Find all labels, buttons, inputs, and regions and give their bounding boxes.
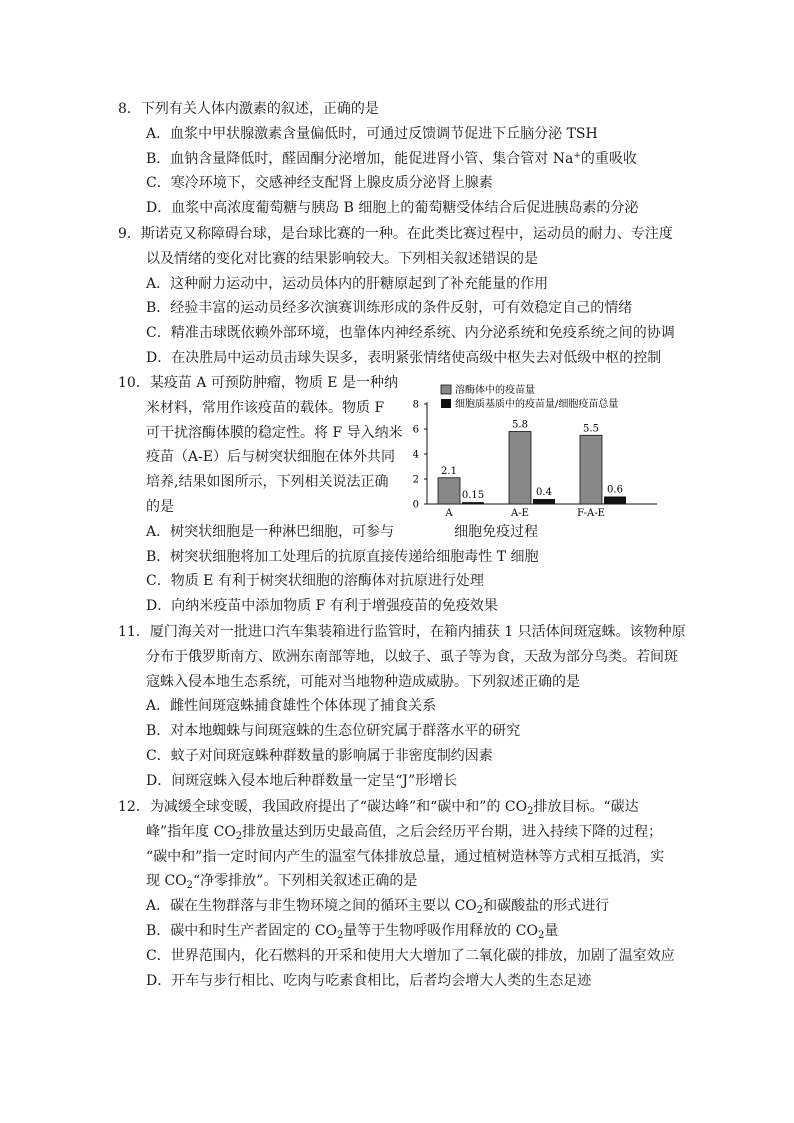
bar-value-label: 5.8	[512, 419, 528, 431]
option-b: B．对本地蜘蛛与间斑寇蛛的生态位研究属于群落水平的研究	[146, 723, 521, 740]
question-stem-text: 下列有关人体内激素的叙述，正确的是	[140, 101, 379, 117]
option-c: C．蚊子对间斑寇蛛种群数量的影响属于非密度制约因素	[146, 747, 493, 764]
legend-swatch-cytosol	[441, 399, 451, 408]
option-d: D．在决胜局中运动员击球失误多，表明紧张情绪使高级中枢失去对低级中枢的控制	[146, 349, 662, 366]
option-c: C．物质 E 有利于树突状细胞的溶酶体对抗原进行处理	[146, 573, 484, 590]
question-11-stem: 11．厦门海关对一批进口汽车集装箱进行监管时，在箱内捕获 1 只活体间斑寇蛛。该物种原	[118, 620, 688, 645]
option-d: D．间斑寇蛛入侵本地后种群数量一定呈“J”形增长	[146, 772, 458, 789]
bar-lysosome	[509, 432, 531, 505]
option-b: B．经验丰富的运动员经多次演赛训练形成的条件反射，可有效稳定自己的情绪	[146, 300, 633, 317]
question-number: 11．	[118, 624, 150, 640]
bar-value-label: 0.6	[607, 484, 623, 496]
question-8	[118, 97, 688, 221]
legend-swatch-lysosome	[441, 385, 451, 394]
question-10-stem: 10．某疫苗 A 可预防肿瘤，物质 E 是一种纳	[118, 371, 688, 396]
option-c: C．寒冷环境下，交感神经支配肾上腺皮质分泌肾上腺素	[146, 175, 493, 192]
bar-cytosol	[462, 502, 484, 504]
option-d: D．向纳米疫苗中添加物质 F 有利于增强疫苗的免疫效果	[146, 598, 498, 615]
question-9	[118, 222, 688, 371]
option-c: C．世界范围内，化石燃料的开采和使用大大增加了二氧化碳的排放，加剧了温室效应	[146, 947, 675, 964]
bar-value-label: 2.1	[441, 465, 457, 477]
legend-label-cytosol: 细胞质基质中的疫苗量/细胞疫苗总量	[455, 399, 619, 410]
bar-value-label: 5.5	[583, 423, 599, 435]
option-b: B．血钠含量降低时，醛固酮分泌增加，能促进肾小管、集合管对 Na+的重吸收	[146, 150, 637, 167]
question-10: 10．某疫苗 A 可预防肿瘤，物质 E 是一种纳 米材料，常用作该疫苗的载体。物质 F 可干扰溶酶体膜的稳定性。将 F 导入纳米 疫苗（A-E）后与树突状细胞在体外共同 培养,结果如图所示，下列相关说法正确 的是 A．树突状细胞是一种淋巴细胞，可参与 细胞免疫过程 B．树突状细胞将加工处理后的抗原直接传递给细胞毒性 T 细胞 C．物质 E 有利于树突状细胞的溶酶体对抗原进行处理 D．向纳米疫苗中添加物质 F 有利于增强疫苗的免疫效果	[118, 371, 688, 619]
bar-lysosome	[580, 435, 602, 504]
question-number: 8．	[118, 101, 141, 117]
question-number: 10．	[118, 375, 150, 391]
question-11: 11．厦门海关对一批进口汽车集装箱进行监管时，在箱内捕获 1 只活体间斑寇蛛。该物种原 分布于俄罗斯南方、欧洲东南部等地，以蚊子、虱子等为食，天敌为部分鸟类。若间斑 寇蛛入侵本地生态系统，可能对当地物种造成威胁。下列叙述正确的是 A．雌性间斑寇蛛捕食雄性个体体现了捕食关系 B．对本地蜘蛛与间斑寇蛛的生态位研究属于群落水平的研究 C．蚊子对间斑寇蛛种群数量的影响属于非密度制约因素 D．间斑寇蛛入侵本地后种群数量一定呈“J”形增长	[118, 620, 688, 794]
option-b: B．树突状细胞将加工处理后的抗原直接传递给细胞毒性 T 细胞	[146, 548, 539, 565]
option-b: B．碳中和时生产者固定的 $CO_2$量等于生物呼吸作用释放的 $CO_2$量	[146, 922, 559, 941]
y-tick-label: 6	[412, 424, 419, 436]
chart-legend	[441, 383, 618, 410]
y-tick-label: 8	[412, 399, 419, 411]
x-tick-label: A	[445, 508, 453, 519]
y-tick-label: 4	[412, 449, 419, 461]
question-number: 9．	[118, 226, 141, 242]
option-d: D．血浆中高浓度葡萄糖与胰岛 B 细胞上的葡萄糖受体结合后促进胰岛素的分泌	[146, 200, 639, 217]
option-a: A．血浆中甲状腺激素含量偏低时，可通过反馈调节促进下丘脑分泌 TSH	[146, 125, 598, 142]
y-tick-label: 0	[412, 499, 419, 511]
vaccine-bar-chart	[405, 382, 667, 522]
option-d: D．开车与步行相比、吃肉与吃素食相比，后者均会增大人类的生态足迹	[146, 972, 592, 989]
bar-value-label: 0.15	[461, 490, 485, 502]
option-a: A．碳在生物群落与非生物环境之间的循环主要以 $CO_2$和碳酸盐的形式进行	[146, 898, 610, 917]
question-8-stem	[118, 97, 688, 122]
option-a: A．这种耐力运动中，运动员体内的肝糖原起到了补充能量的作用	[146, 275, 549, 292]
option-a: A．树突状细胞是一种淋巴细胞，可参与 细胞免疫过程	[146, 523, 539, 540]
y-tick-label: 2	[412, 474, 419, 486]
bar-cytosol	[533, 499, 555, 504]
option-a: A．雌性间斑寇蛛捕食雄性个体体现了捕食关系	[146, 698, 437, 715]
bar-value-label: 0.4	[536, 487, 552, 498]
x-tick-label: F-A-E	[577, 508, 605, 519]
bar-lysosome	[438, 478, 460, 504]
bar-cytosol	[604, 497, 626, 505]
legend-label-lysosome: 溶酶体中的疫苗量	[455, 385, 535, 396]
question-9-stem-cont: 以及情绪的变化对比赛的结果影响较大。下列相关叙述错误的是	[146, 250, 538, 267]
x-tick-label: A-E	[511, 508, 529, 519]
question-12-stem: 12．为减缓全球变暖，我国政府提出了“碳达峰”和“碳中和”的 $CO_2$排放目标。“碳达	[118, 795, 688, 820]
option-c: C．精准击球既依赖外部环境，也靠体内神经系统、内分泌系统和免疫系统之间的协调	[146, 325, 675, 342]
question-9-stem: 9．斯诺克又称障碍台球，是台球比赛的一种。在此类比赛过程中，运动员的耐力、专注度	[118, 222, 688, 247]
question-12: 12．为减缓全球变暖，我国政府提出了“碳达峰”和“碳中和”的 $CO_2$排放目标。“碳达 峰”指年度 $CO_2$排放量达到历史最高值，之后会经历平台期，进入持续下降的过程； “碳中和”指一定时间内产生的温室气体排放总量，通过植树造林等方式相互抵消，实 现 $CO_2“$净零排放”。下列相关叙述正确的是 A．碳在生物群落与非生物环境之间的循环主要以 $CO_2$和碳酸盐的形式进行 B．碳中和时生产者固定的 $CO_2$量等于生物呼吸作用释放的 $CO_2$量 C．世界范围内，化石燃料的开采和使用大大增加了二氧化碳的排放，加剧了温室效应 D．开车与步行相比、吃肉与吃素食相比，后者均会增大人类的生态足迹	[118, 795, 688, 993]
question-number: 12．	[118, 799, 150, 815]
